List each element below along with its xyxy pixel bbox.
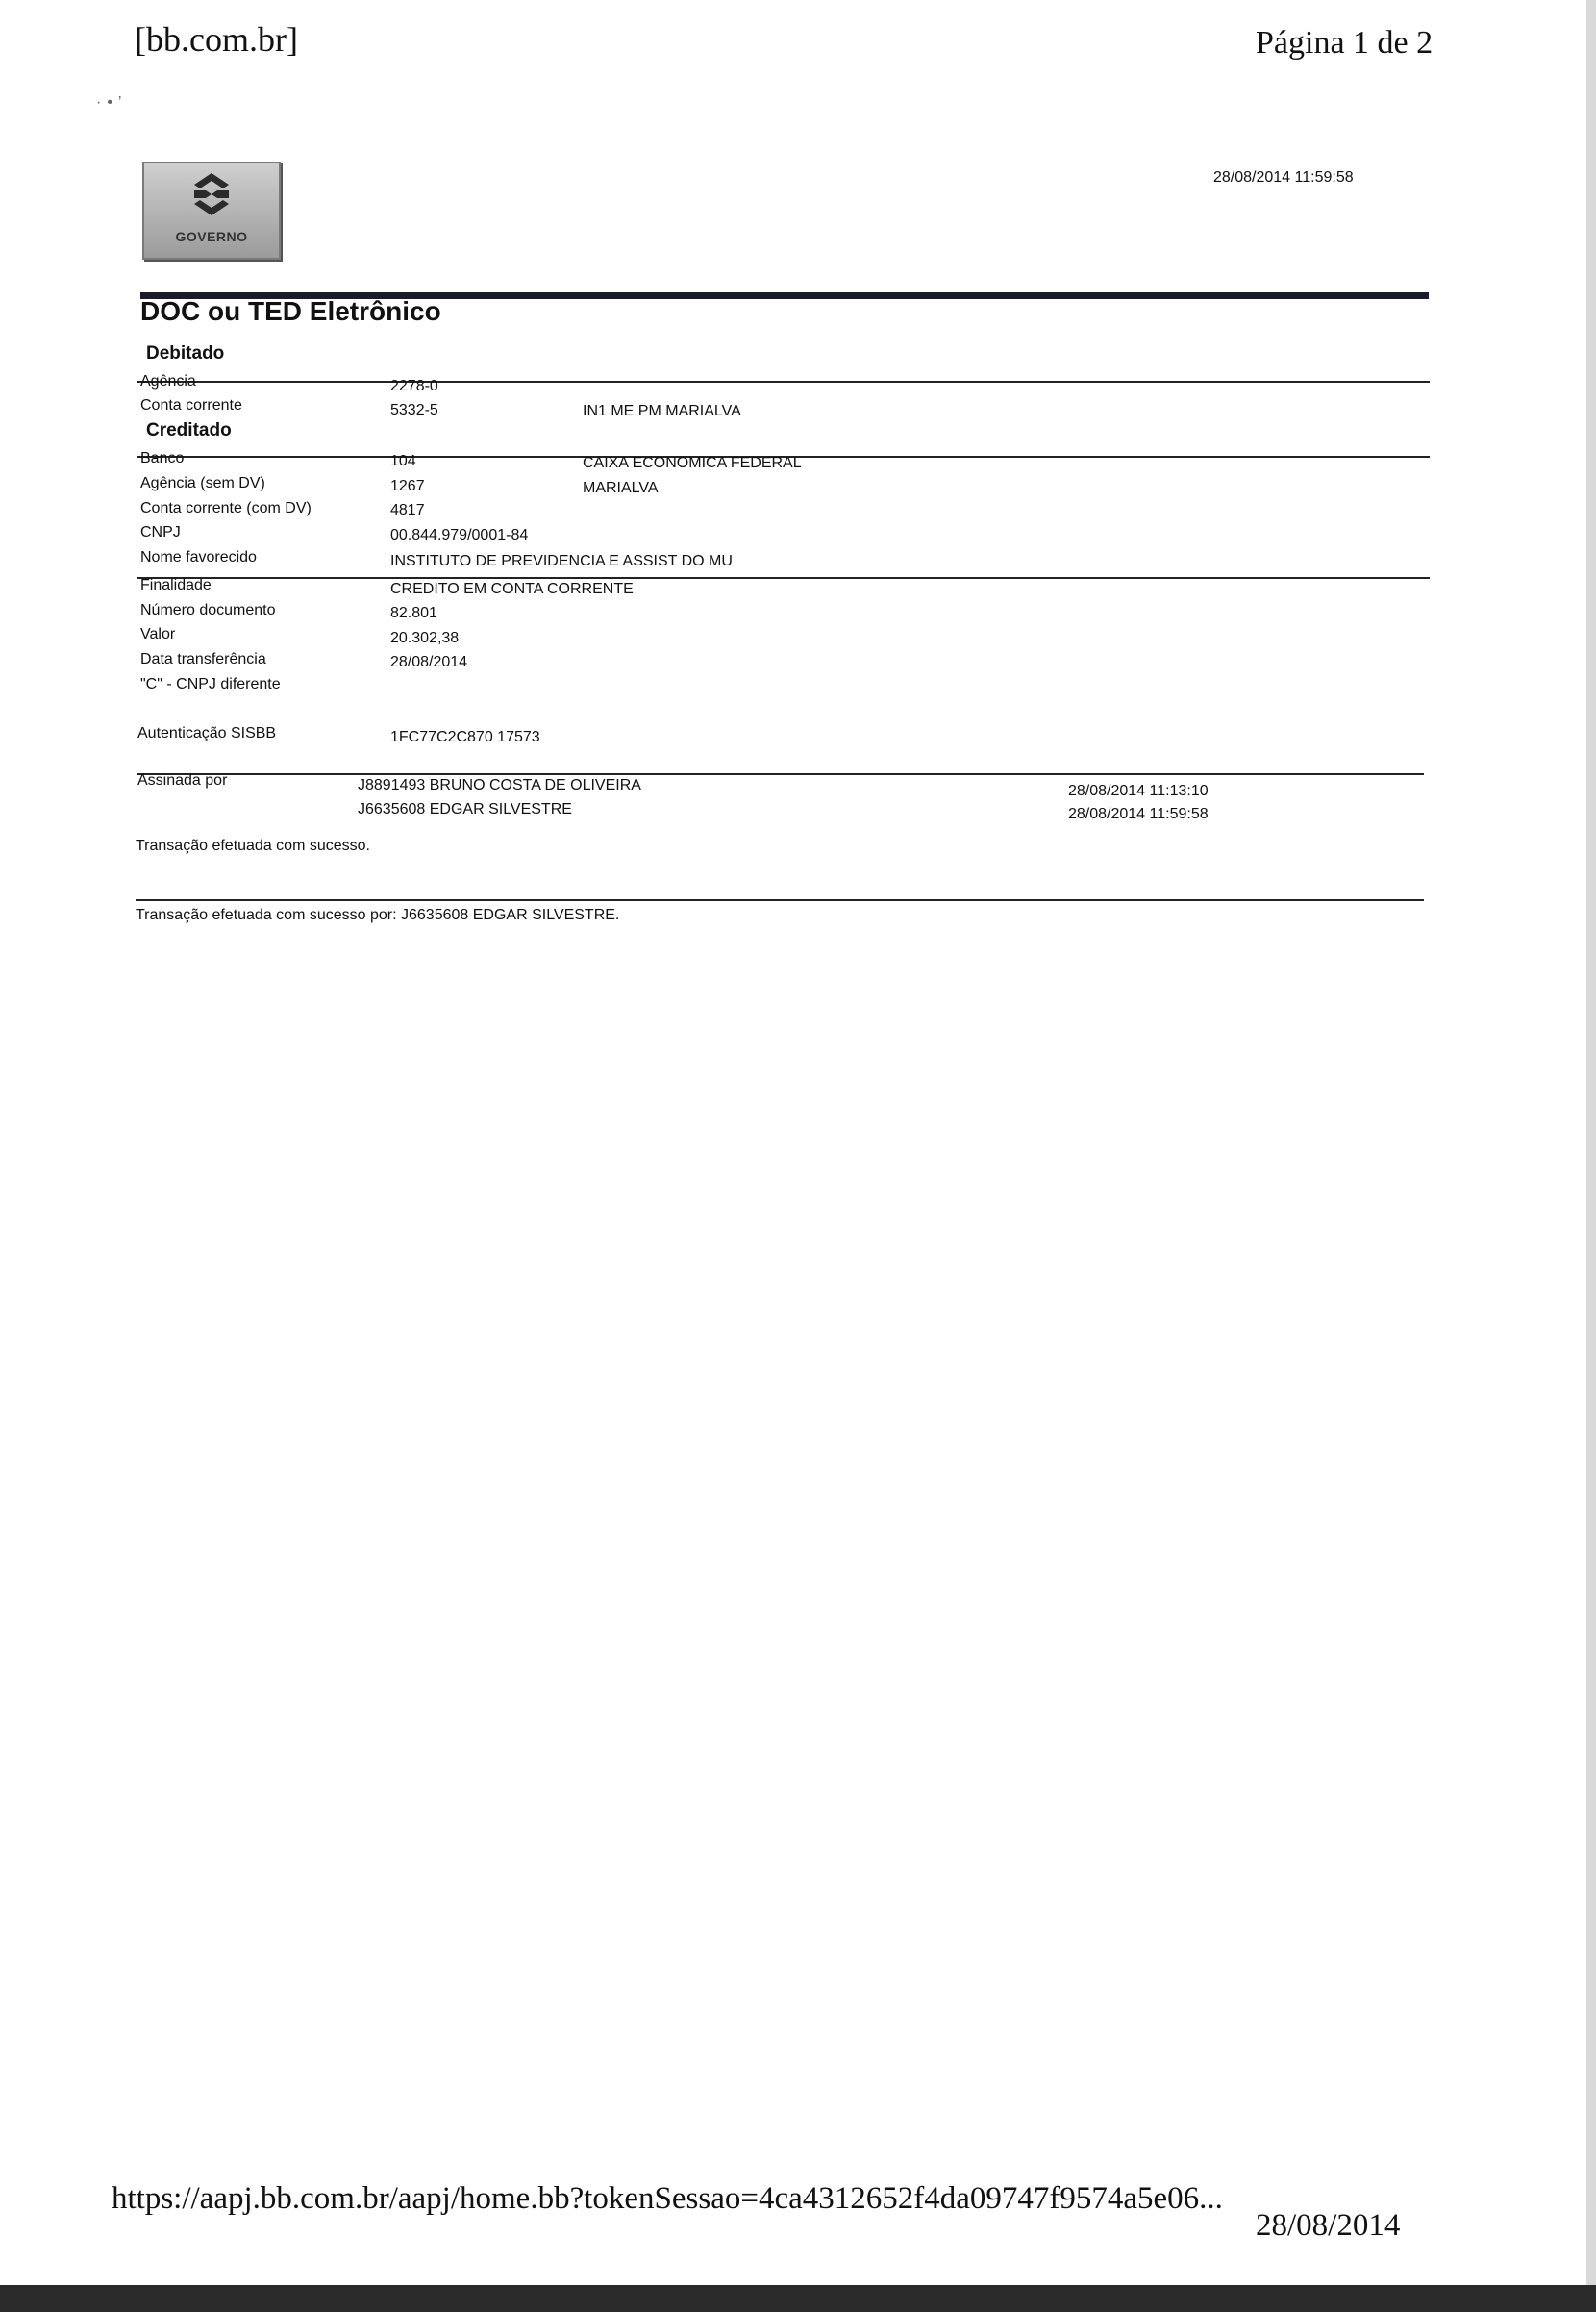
print-footer-url: https://aapj.bb.com.br/aapj/home.bb?tokenSessao=4ca4312652f4da09747f9574a5e06... [112,2181,1223,2216]
status-rule [136,899,1424,901]
print-header-site: [bb.com.br] [135,20,298,59]
debitado-conta-name: IN1 ME PM MARIALVA [583,403,741,419]
scan-marks: ·•’ [96,94,128,111]
creditado-agencia-value: 1267 [390,478,425,494]
status-message: Transação efetuada com sucesso. [136,838,370,854]
debitado-conta-value: 5332-5 [390,402,438,418]
document-title: DOC ou TED Eletrônico [140,296,441,326]
creditado-agencia-name: MARIALVA [583,480,659,496]
numero-documento-label: Número documento [140,602,276,618]
signer-1-name: J8891493 BRUNO COSTA DE OLIVEIRA [358,777,641,793]
data-transferencia-value: 28/08/2014 [390,654,468,670]
signer-1-datetime: 28/08/2014 11:13:10 [1068,783,1209,799]
section-debitado-heading: Debitado [146,343,225,364]
data-transferencia-label: Data transferência [140,651,266,667]
numero-documento-value: 82.801 [390,605,437,621]
creditado-cnpj-label: CNPJ [140,524,181,540]
assinada-por-label: Assinada por [137,772,228,789]
debitado-agencia-label: Agência [140,373,196,390]
detalhes-rule [137,577,1430,579]
signer-2-datetime: 28/08/2014 11:59:58 [1068,806,1209,822]
creditado-cnpj-value: 00.844.979/0001-84 [390,527,529,543]
creditado-conta-value: 4817 [390,502,425,518]
creditado-favorecido-value: INSTITUTO DE PREVIDENCIA E ASSIST DO MU [390,553,733,569]
creditado-agencia-label: Agência (sem DV) [140,475,265,491]
autenticacao-value: 1FC77C2C870 17573 [390,729,540,745]
logo-label: GOVERNO [175,229,248,244]
creditado-banco-value: 104 [390,453,416,469]
finalidade-label: Finalidade [140,577,212,593]
cnpj-diferente-label: "C" - CNPJ diferente [140,676,281,692]
bb-logo-icon [187,169,237,219]
signer-2-name: J6635608 EDGAR SILVESTRE [358,801,572,817]
section-creditado-heading: Creditado [146,420,232,440]
print-footer-date: 28/08/2014 [1256,2208,1401,2243]
finalidade-value: CREDITO EM CONTA CORRENTE [390,581,634,597]
creditado-banco-name: CAIXA ECONOMICA FEDERAL [583,455,802,471]
debitado-agencia-value: 2278-0 [390,378,438,394]
creditado-conta-label: Conta corrente (com DV) [140,500,312,516]
scan-edge-bottom [0,2285,1596,2312]
scan-edge-right [1586,0,1596,2312]
status-by-message: Transação efetuada com sucesso por: J6635608 EDGAR SILVESTRE. [136,907,620,923]
print-timestamp: 28/08/2014 11:59:58 [1213,169,1354,186]
autenticacao-label: Autenticação SISBB [137,725,277,741]
debitado-conta-label: Conta corrente [140,397,242,414]
creditado-banco-label: Banco [140,450,185,466]
debitado-rule [137,381,1430,383]
valor-label: Valor [140,626,176,642]
assinaturas-rule [137,773,1424,775]
creditado-favorecido-label: Nome favorecido [140,549,257,565]
bank-logo [142,162,281,260]
print-header-page-indicator: Página 1 de 2 [1256,25,1434,61]
valor-value: 20.302,38 [390,630,460,646]
